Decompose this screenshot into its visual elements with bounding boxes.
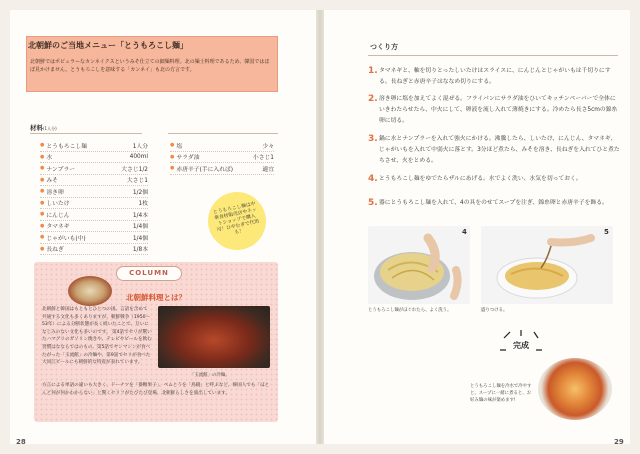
title-bar [28, 40, 268, 52]
step-3 [368, 134, 620, 166]
ingredient-row [40, 140, 148, 152]
ingredient-name: しいたけ [46, 201, 70, 208]
ingredient-amount: 適宜 [262, 166, 274, 173]
completed-text: 完成 [513, 341, 529, 350]
ingredient-name: 塩 [176, 143, 183, 150]
ingredient-name: 溶き卵 [46, 189, 64, 196]
bullet-icon: ● [170, 153, 175, 160]
ingredient-amount: 1/2個 [132, 189, 148, 196]
method-heading: つくり方 [370, 43, 398, 51]
column-title: 北朝鮮料理とは？ [126, 293, 186, 302]
ingredient-amount: 1/4個 [132, 235, 148, 242]
ingredient-name: じゃがいも(中) [46, 235, 86, 242]
step-text: とうもろこし麺をゆでたらザルにあげる。水でよく洗い、水気を切っておく。 [379, 176, 582, 182]
ingredient-amount: 1人分 [132, 143, 148, 150]
bowl-illustration [481, 226, 613, 304]
colander-illustration [368, 226, 470, 304]
tip-badge-text: とうもろこし麺は中華食材販売店やネットショップで購入可！ひやむぎで代用も！ [212, 201, 260, 236]
method-divider [368, 55, 618, 56]
ingredient-row [40, 221, 148, 233]
page-gutter [316, 10, 324, 444]
ingredients-heading [30, 123, 57, 132]
ingredient-row [40, 186, 148, 198]
step-5-photo-number: 5 [604, 228, 609, 236]
step-4-photo-number: 4 [462, 228, 467, 236]
ingredient-row [40, 232, 148, 244]
page-title: 北朝鮮のご当地メニュー「とうもろこし麺」 [28, 41, 188, 50]
step-4-photo [368, 226, 470, 304]
ingredient-amount: 少々 [262, 143, 274, 150]
ingredient-name: 水 [46, 155, 53, 162]
ingredients-divider [30, 133, 142, 134]
step-number: 2. [368, 94, 378, 104]
bullet-icon: ● [40, 165, 45, 172]
column-body-text: 北朝鮮と韓国はもともとひとつの国。言語を含めて共通する文化も多くありますが、朝鮮戦争（1950〜53年）による分断状態が長く続いたことで、互いになじみのない文化も多いのです。 第4話でセリが驚いたハマグリのガソリン焼きや、テレビやビールを飲む習慣はなならではのもの。第5話でヤンマシンが食べたがった「玉流館」の冷麺や、第9話でセリが食べた大同江ビールにも朝鮮的な特産が表れています。 [42, 307, 152, 366]
ingredient-row [170, 140, 274, 152]
step-4 [368, 174, 620, 185]
bullet-icon: ● [40, 142, 45, 149]
ingredient-amount: 1/8本 [132, 247, 148, 254]
step-5 [368, 198, 620, 209]
ingredients-heading-label: 材料 [30, 124, 43, 132]
bullet-icon: ● [40, 199, 45, 206]
step-5-photo [481, 226, 613, 304]
ingredient-row [40, 175, 148, 187]
step-number: 5. [368, 198, 378, 208]
step-number: 1. [368, 66, 378, 76]
page-number-left: 28 [16, 438, 26, 446]
ingredients-serving: (1人分) [43, 126, 57, 131]
ingredient-name: ナンプラー [46, 166, 76, 173]
ingredients-divider [168, 133, 278, 134]
ingredient-row [40, 152, 148, 164]
ingredient-name: サラダ油 [176, 155, 200, 162]
bullet-icon: ● [40, 153, 45, 160]
step-number: 3. [368, 134, 378, 144]
ingredient-row [170, 152, 274, 164]
step-text: 鍋に水とナンプラーを入れて強火にかける。沸騰したら、しいたけ、にんじん、タマネギ、じゃがいもを入れて中弱火に落とす。3分ほど煮たら、みそを溶き、長ねぎを入れてひと煮たちさせ、火をとめる。 [379, 136, 620, 164]
ingredient-amount: 1枚 [138, 201, 148, 208]
ingredient-name: とうもろこし麺 [46, 143, 87, 150]
ingredient-amount: 小さじ1 [252, 155, 274, 162]
bullet-icon: ● [40, 211, 45, 218]
step-text: タマネギと、軸を切りとったしいたけはスライスに、にんじんとじゃがいもは千切りにする。長ねぎと赤唐辛子はななめ切りにする。 [379, 68, 611, 85]
ingredient-row [40, 209, 148, 221]
ingredient-amount: 400ml [129, 153, 148, 160]
ingredient-row [40, 244, 148, 256]
ingredient-amount: 1/4本 [132, 212, 148, 219]
bullet-icon: ● [170, 142, 175, 149]
ingredients-list-right [170, 140, 274, 175]
step-4-photo-caption: とうもろこし麺がほぐれたら、よく洗う。 [368, 308, 452, 313]
bullet-icon: ● [40, 222, 45, 229]
ingredient-row [170, 163, 274, 175]
ingredient-name: タマネギ [46, 224, 70, 231]
step-5-photo-caption: 盛りつける。 [481, 308, 508, 313]
completed-label [498, 330, 544, 366]
ingredient-amount: 1/4個 [132, 224, 148, 231]
title-description: 北朝鮮ではポピュラーなカンネイクスというみそ仕立ての細麺料理。北の麺士料理であるため、韓国ではほぼ見かけません。とうもろこしを意味する「カンネイ」も北の方言です。 [30, 59, 270, 73]
finished-dish-photo [538, 358, 612, 420]
bullet-icon: ● [40, 245, 45, 252]
bullet-icon: ● [170, 165, 175, 172]
column-body-text-continued: 方言による単語の違いも大きく、ドーナツを「掛糖果子」、ベムとうを「鳥鏡」と呼ぶなど。韓国人でも「ほとんど何が何かわからない」と驚くセリフがたびたび登場、北朝鮮らしさを演出しています。 [42, 383, 270, 396]
step-2 [368, 94, 620, 126]
ingredient-name: 赤唐辛子(手に入れば) [176, 166, 234, 173]
step-number: 4. [368, 174, 378, 184]
ingredient-amount: 大さじ1 [126, 178, 148, 185]
ingredient-row [40, 163, 148, 175]
ingredient-name: 長ねぎ [46, 247, 64, 254]
ingredients-list-left [40, 140, 148, 255]
ingredient-row [40, 198, 148, 210]
ingredient-name: みそ [46, 178, 58, 185]
page-number-right: 29 [614, 438, 624, 446]
final-caption: とうもろこし麺を冷水で冷やすと、スープに一緒に煮ると、お好み麺の味が楽めます! [470, 384, 532, 403]
bullet-icon: ● [40, 234, 45, 241]
bullet-icon: ● [40, 176, 45, 183]
ingredient-amount: 大さじ1/2 [121, 166, 148, 173]
step-text: 溶き卵に塩を加えてよく混ぜる。フライパンにサラダ油をひいてキッチンペーパーで全体にいきわたらせたら、中火にして、卵液を流し入れて薄焼きにする。冷めたら長さ5cmの錦糸卵に切る。 [379, 96, 618, 124]
step-1 [368, 66, 620, 88]
column-label: COLUMN [116, 266, 182, 281]
cold-noodle-photo [158, 306, 270, 368]
ingredient-name: にんじん [46, 212, 70, 219]
column-photo-caption: 「玉流館」の冷麺。 [190, 373, 230, 378]
step-text: 器にとうもろこし麺を入れて、4の具をのせてスープを注ぎ、錦糸卵と赤唐辛子を飾る。 [379, 200, 608, 206]
bullet-icon: ● [40, 188, 45, 195]
